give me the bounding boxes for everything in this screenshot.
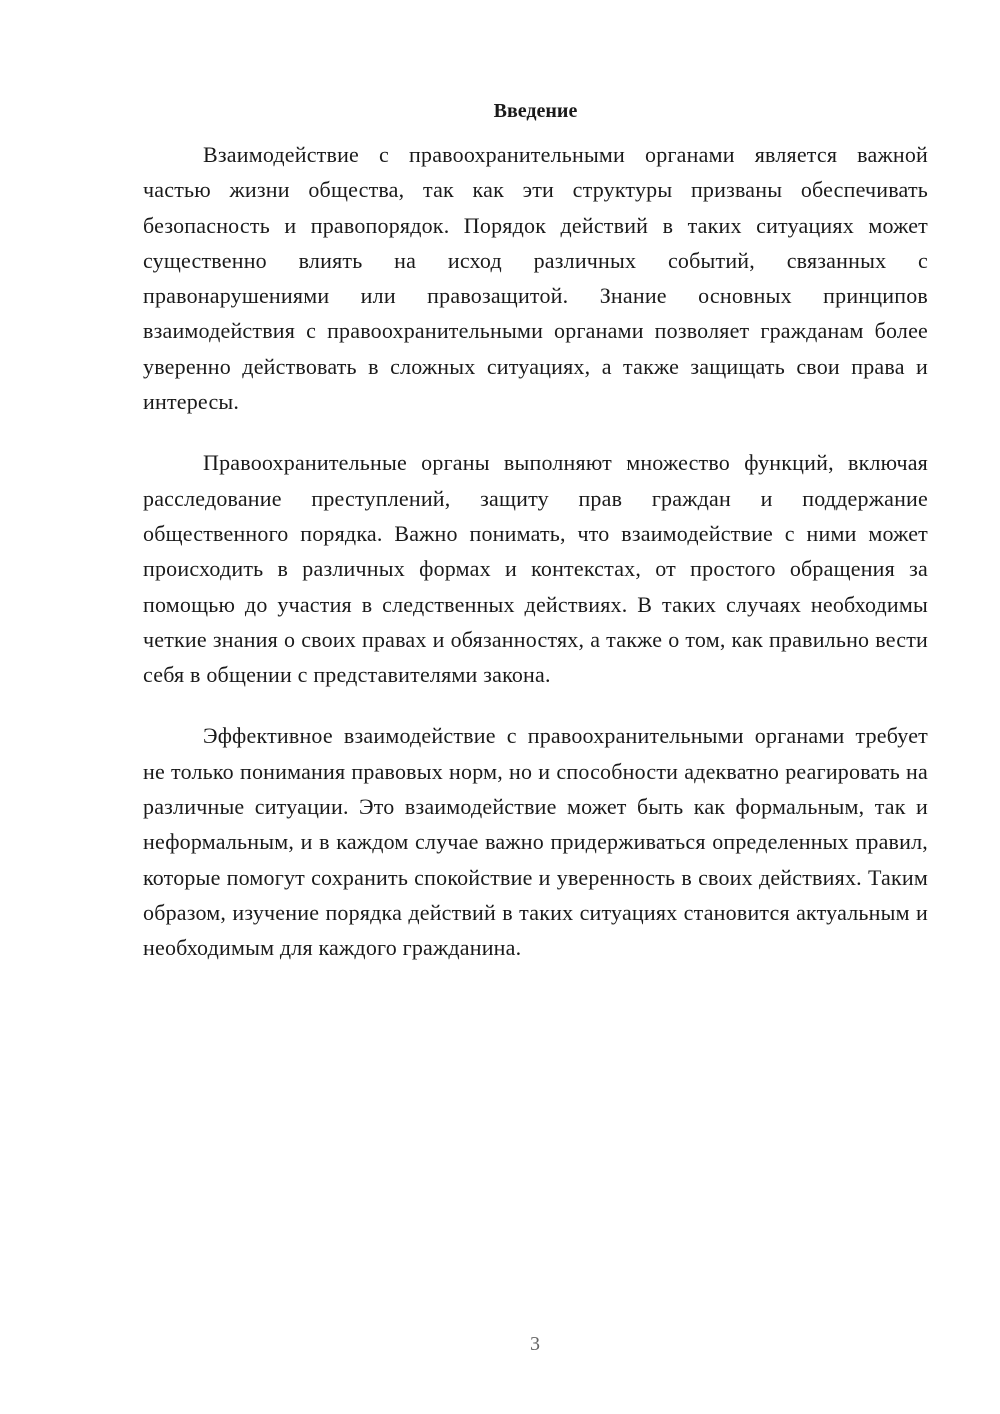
page-number: 3	[530, 1333, 540, 1355]
section-title: Введение	[493, 100, 578, 122]
paragraph-2: Правоохранительные органы выполняют множество функций, включая расследование преступлений, защиту прав граждан и поддержание общественного порядка. Важно понимать, что взаимодействие с ними может происходить в различных формах и контекстах, от простого обращения за помощью до участия в следственных действиях. В таких случаях необходимы четкие знания о своих правах и обязанностях, а также о том, как правильно вести себя в общении с представителями закона.	[143, 450, 928, 688]
paragraph-1: Взаимодействие с правоохранительными органами является важной частью жизни общества, так как эти структуры призваны обеспечивать безопасность и правопорядок. Порядок действий в таких ситуациях может существенно влиять на исход различных событий, связанных с правонарушениями или правозащитой. Знание основных принципов взаимодействия с правоохранительными органами позволяет гражданам более уверенно действовать в сложных ситуациях, а также защищать свои права и интересы.	[143, 142, 928, 415]
paragraph-3: Эффективное взаимодействие с правоохранительными органами требует не только понимания правовых норм, но и способности адекватно реагировать на различные ситуации. Это взаимодействие может быть как формальным, так и неформальным, и в каждом случае важно придерживаться определенных правил, которые помогут сохранить спокойствие и уверенность в своих действиях. Таким образом, изучение порядка действий в таких ситуациях становится актуальным и необходимым для каждого гражданина.	[143, 723, 928, 961]
page-content	[143, 96, 928, 992]
